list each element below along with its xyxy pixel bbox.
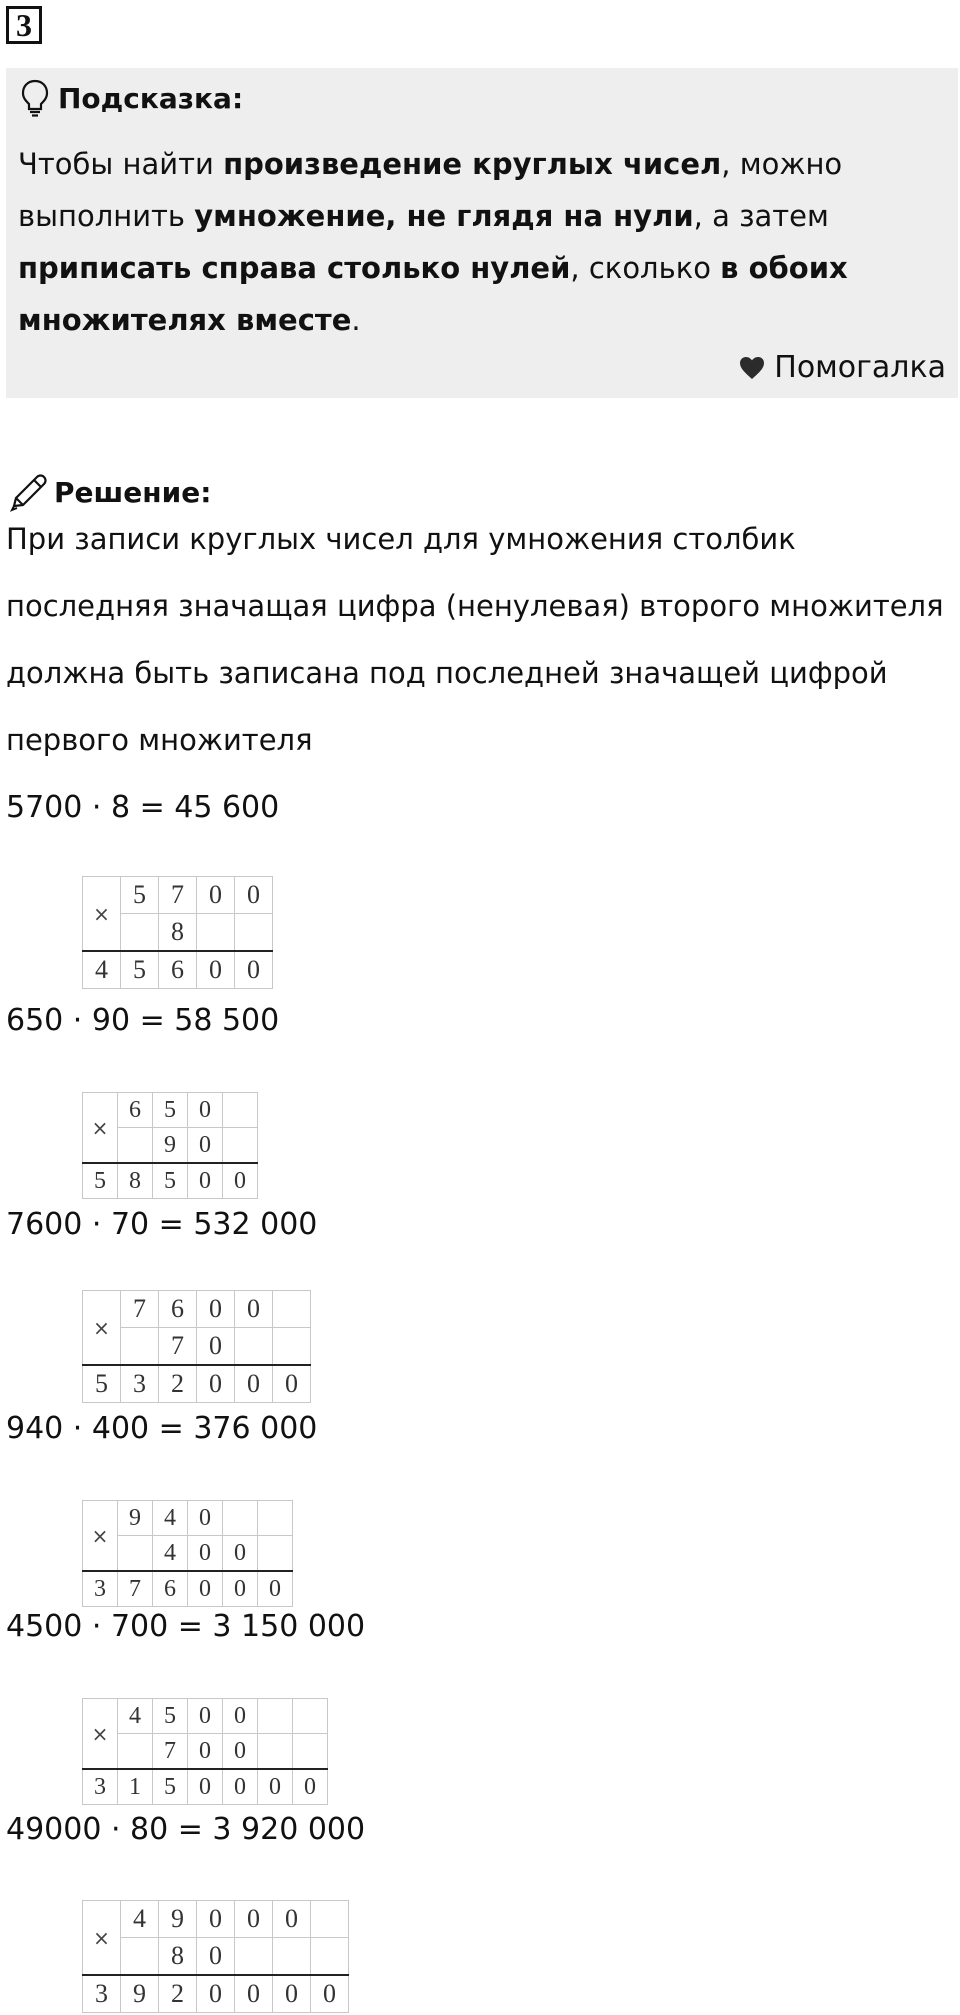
credit-label: Помогалка — [774, 350, 946, 385]
hint-text-part: выполнить — [18, 199, 195, 233]
column-multiplication — [82, 1290, 311, 1403]
digit-cell: 8 — [159, 914, 197, 952]
multiplication-grid — [82, 876, 273, 989]
digit-cell — [258, 1501, 293, 1536]
digit-cell — [118, 1536, 153, 1572]
digit-cell — [293, 1699, 328, 1734]
multiply-sign: × — [83, 1093, 118, 1164]
digit-cell: 9 — [118, 1501, 153, 1536]
digit-cell — [121, 1938, 159, 1976]
digit-cell — [118, 1734, 153, 1770]
digit-cell: 0 — [188, 1734, 223, 1770]
result-digit-cell: 5 — [153, 1163, 188, 1199]
multiplication-grid — [82, 1092, 258, 1199]
digit-cell: 9 — [153, 1128, 188, 1164]
digit-cell — [197, 914, 235, 952]
result-digit-cell: 0 — [273, 1975, 311, 2013]
result-digit-cell: 0 — [197, 951, 235, 989]
result-digit-cell: 3 — [83, 1975, 121, 2013]
digit-cell: 4 — [118, 1699, 153, 1734]
digit-cell: 0 — [188, 1093, 223, 1128]
result-digit-cell: 0 — [223, 1163, 258, 1199]
digit-cell: 0 — [235, 1291, 273, 1328]
digit-cell: 8 — [159, 1938, 197, 1976]
result-digit-cell: 5 — [83, 1365, 121, 1403]
result-digit-cell: 0 — [273, 1365, 311, 1403]
equation: 49000 · 80 = 3 920 000 — [6, 1812, 366, 1847]
result-digit-cell: 0 — [188, 1163, 223, 1199]
result-digit-cell: 0 — [235, 1365, 273, 1403]
hint-text-part: Чтобы найти — [18, 147, 224, 181]
solution-line: последняя значащая цифра (ненулевая) второго множителя — [6, 589, 944, 623]
column-multiplication — [82, 876, 273, 989]
result-digit-cell: 0 — [188, 1571, 223, 1607]
digit-cell: 6 — [159, 1291, 197, 1328]
multiplication-grid — [82, 1698, 328, 1805]
result-digit-cell: 4 — [83, 951, 121, 989]
digit-cell: 0 — [188, 1501, 223, 1536]
digit-cell: 4 — [153, 1501, 188, 1536]
hint-text-part: , а затем — [693, 199, 829, 233]
digit-cell: 0 — [273, 1901, 311, 1938]
multiplication-grid — [82, 1290, 311, 1403]
result-digit-cell: 5 — [121, 951, 159, 989]
digit-cell — [223, 1128, 258, 1164]
digit-cell — [273, 1328, 311, 1366]
hint-title: Подсказка: — [58, 81, 244, 115]
result-digit-cell: 2 — [159, 1975, 197, 2013]
equation: 4500 · 700 = 3 150 000 — [6, 1609, 366, 1644]
digit-cell — [258, 1699, 293, 1734]
result-digit-cell: 5 — [153, 1769, 188, 1805]
digit-cell: 0 — [188, 1699, 223, 1734]
result-digit-cell: 0 — [223, 1769, 258, 1805]
task-number: 3 — [6, 6, 42, 44]
digit-cell — [223, 1501, 258, 1536]
hint-bold-part: в обоих — [720, 251, 848, 285]
equation: 940 · 400 = 376 000 — [6, 1411, 318, 1446]
digit-cell — [121, 914, 159, 952]
result-digit-cell: 0 — [293, 1769, 328, 1805]
digit-cell: 7 — [159, 1328, 197, 1366]
digit-cell — [311, 1901, 349, 1938]
hint-bold-part: произведение круглых чисел — [223, 147, 722, 181]
credit — [738, 350, 946, 385]
digit-cell: 0 — [197, 877, 235, 914]
digit-cell: 0 — [197, 1938, 235, 1976]
result-digit-cell: 6 — [153, 1571, 188, 1607]
digit-cell — [235, 1938, 273, 1976]
result-digit-cell: 0 — [258, 1769, 293, 1805]
lightbulb-icon — [20, 78, 50, 118]
equation: 5700 · 8 = 45 600 — [6, 790, 280, 825]
digit-cell: 0 — [197, 1328, 235, 1366]
digit-cell: 5 — [153, 1699, 188, 1734]
result-digit-cell: 0 — [197, 1975, 235, 2013]
result-digit-cell: 9 — [121, 1975, 159, 2013]
result-digit-cell: 5 — [83, 1163, 118, 1199]
hint-text — [18, 138, 938, 346]
result-digit-cell: 0 — [197, 1365, 235, 1403]
solution-line: должна быть записана под последней значащей цифрой — [6, 656, 888, 690]
digit-cell: 0 — [223, 1699, 258, 1734]
result-digit-cell: 0 — [223, 1571, 258, 1607]
hint-text-part: . — [351, 303, 361, 337]
digit-cell: 0 — [188, 1536, 223, 1572]
result-digit-cell: 8 — [118, 1163, 153, 1199]
hint-bold-part: умножение, не глядя на нули — [194, 199, 694, 233]
digit-cell: 0 — [223, 1734, 258, 1770]
result-digit-cell: 0 — [258, 1571, 293, 1607]
digit-cell: 5 — [121, 877, 159, 914]
digit-cell: 7 — [159, 877, 197, 914]
hint-header — [20, 78, 243, 118]
multiply-sign: × — [83, 1501, 118, 1572]
column-multiplication — [82, 1900, 349, 2013]
digit-cell — [273, 1291, 311, 1328]
column-multiplication — [82, 1500, 293, 1607]
result-digit-cell: 3 — [83, 1769, 118, 1805]
digit-cell: 0 — [188, 1128, 223, 1164]
heart-icon — [738, 355, 766, 381]
hint-bold-part: приписать справа столько нулей — [18, 251, 571, 285]
result-digit-cell: 2 — [159, 1365, 197, 1403]
result-digit-cell: 7 — [118, 1571, 153, 1607]
equation: 7600 · 70 = 532 000 — [6, 1207, 318, 1242]
hint-text-part: , сколько — [570, 251, 721, 285]
digit-cell — [311, 1938, 349, 1976]
digit-cell: 6 — [118, 1093, 153, 1128]
digit-cell — [258, 1536, 293, 1572]
result-digit-cell: 3 — [121, 1365, 159, 1403]
digit-cell: 0 — [235, 1901, 273, 1938]
hint-text-part: , можно — [721, 147, 843, 181]
solution-line: При записи круглых чисел для умножения столбик — [6, 522, 796, 556]
hint-box — [6, 68, 958, 398]
digit-cell: 7 — [121, 1291, 159, 1328]
digit-cell: 4 — [121, 1901, 159, 1938]
digit-cell: 0 — [235, 877, 273, 914]
multiplication-grid — [82, 1900, 349, 2013]
result-digit-cell: 3 — [83, 1571, 118, 1607]
solution-title: Решение: — [54, 475, 212, 509]
result-digit-cell: 0 — [235, 951, 273, 989]
equation: 650 · 90 = 58 500 — [6, 1003, 280, 1038]
digit-cell — [235, 914, 273, 952]
digit-cell — [258, 1734, 293, 1770]
column-multiplication — [82, 1698, 328, 1805]
digit-cell: 9 — [159, 1901, 197, 1938]
result-digit-cell: 6 — [159, 951, 197, 989]
multiply-sign: × — [83, 1901, 121, 1976]
digit-cell — [273, 1938, 311, 1976]
digit-cell: 0 — [197, 1291, 235, 1328]
result-digit-cell: 0 — [235, 1975, 273, 2013]
digit-cell — [118, 1128, 153, 1164]
pencil-icon — [6, 470, 50, 514]
digit-cell: 0 — [223, 1536, 258, 1572]
multiplication-grid — [82, 1500, 293, 1607]
solution-header — [6, 470, 211, 514]
column-multiplication — [82, 1092, 258, 1199]
result-digit-cell: 0 — [311, 1975, 349, 2013]
solution-line: первого множителя — [6, 723, 313, 757]
result-digit-cell: 0 — [188, 1769, 223, 1805]
digit-cell: 7 — [153, 1734, 188, 1770]
digit-cell — [293, 1734, 328, 1770]
digit-cell — [223, 1093, 258, 1128]
digit-cell: 5 — [153, 1093, 188, 1128]
multiply-sign: × — [83, 1699, 118, 1770]
hint-bold-part: множителях вместе — [18, 303, 352, 337]
digit-cell: 4 — [153, 1536, 188, 1572]
multiply-sign: × — [83, 1291, 121, 1366]
multiply-sign: × — [83, 877, 121, 952]
digit-cell: 0 — [197, 1901, 235, 1938]
digit-cell — [235, 1328, 273, 1366]
digit-cell — [121, 1328, 159, 1366]
result-digit-cell: 1 — [118, 1769, 153, 1805]
